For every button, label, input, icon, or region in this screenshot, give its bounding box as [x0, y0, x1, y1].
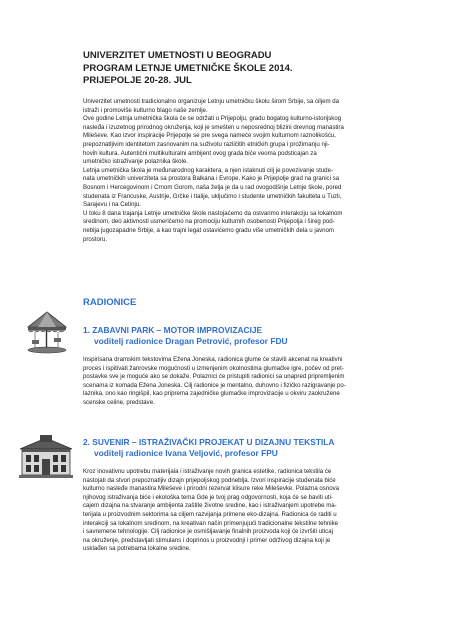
- intro-line: prostoru.: [83, 235, 108, 243]
- intro-line: Sarajevu i na Cetinju.: [83, 201, 141, 209]
- workshop-line: postavke sve je moguće ako se dokaže. Polaznici će pristupiti radionici sa unapred pripremljenim: [83, 373, 345, 381]
- workshop-description: [83, 468, 383, 554]
- intro-line: Ove godine Letnja umetnička škola će se održati u Prijepolju, gradu bogatog kulturno-istorijskog: [83, 115, 342, 123]
- intro-line: istraži i promoviše kulturno blago naše zemlje.: [83, 106, 208, 114]
- workshop-line: laznika, ono kao ringišpil, kao priprema zajedničke glumačke improvizacije u okviru zaokružene: [83, 390, 340, 398]
- building-icon: [18, 435, 74, 479]
- workshop-1: [83, 325, 383, 408]
- intro-text: [83, 98, 383, 244]
- intro-line: Letnja umetnička škola je međunarodnog karaktera, a njen istaknuti cilj je povezivanje stude-: [83, 166, 333, 174]
- intro-line: umetničko istraživanje polaznika škole.: [83, 158, 188, 166]
- intro-line: nata umetničkih univerziteta sa prostora Balkana i Evrope. Kako je Prijepolje grad na granici sa: [83, 175, 340, 183]
- intro-line: neblja jugozapadne Srbije, a kao trajni legat ostavićemo gradu više umetničkih dela u javnom: [83, 226, 335, 234]
- workshop-line: nastojati da stvori prepoznatljiv dizajn prijepoljskog podneblja. Izvori inspiracije studenata biće: [83, 476, 336, 484]
- intro-line: U toku 8 dana trajanja Letnje umetničke škole nastojaćemo da ostvarimo interakciju sa lokalnom: [83, 209, 343, 217]
- header-university: UNIVERZITET UMETNOSTI U BEOGRADU: [83, 50, 272, 61]
- workshop-line: Inspirisana dramskim tekstovima Ežena Joneska, radionica glume će staviti akcenat na kreativni: [83, 356, 343, 363]
- header-place-date: PRIJEPOLJE 20-28. JUL: [83, 75, 192, 86]
- intro-line: studenata iz Francuske, Austrije, Grčke i Italije, uključimo i studente umetničkih fakulteta u Tuzli,: [83, 192, 342, 200]
- workshop-line: usklađen sa potrebama lokalne sredine.: [83, 545, 191, 553]
- workshop-title: 2. SUVENIR – ISTRAŽIVAČKI PROJEKAT U DIZAJNU TEKSTILA: [83, 437, 335, 447]
- workshop-line: kulturno nasleđe manastira Mileševe i prirodni rezervat klisure reke Mileševke. Polazna osnova: [83, 485, 340, 493]
- intro-line: Bosnom i Hercegovinom i Crnom Gorom, naša želja je da u rad ovogodišnje Letnje škole, pored: [83, 183, 342, 191]
- workshop-line: scenske celine, predstave.: [83, 398, 155, 406]
- document-header: [83, 50, 403, 88]
- workshop-leader: voditelj radionice Ivana Veljović, profesor FPU: [94, 448, 278, 458]
- intro-line: hovih kultura. Autentični multikulturalni ambijent ovog grada biće veoma podsticajan za: [83, 149, 317, 157]
- workshop-line: njihovog istraživanja biće i ekološka tema Gde je tvoj prag odgovornosti, koja će se baviti uti-: [83, 493, 333, 501]
- section-title-workshops: RADIONICE: [83, 297, 137, 308]
- workshop-line: proces i ispitivati žanrovske mogućnosti u izmenjenim okolnostima glumačke igre, počev od pret-: [83, 364, 344, 372]
- intro-line: nasleđa i izuzetnog prirodnog okruženja, koji je smešten u neposrednoj blizini drevnog manastira: [83, 123, 344, 131]
- intro-line: sredinom, deo aktivnosti usmeričemo na promociju kulturnih osobenosti Prijepolja i šireg pod-: [83, 218, 335, 226]
- workshop-description: [83, 356, 383, 408]
- carousel-icon: [26, 310, 68, 354]
- workshop-line: na okruženje, predstavljati stimulans i doprinos u proizvodnji i primer održivog dizajna koji je: [83, 536, 331, 544]
- workshop-line: i savremene tehnologije. Cilj radionice je osmišljavanje finalnih proizvoda koji će izvršiti uticaj: [83, 528, 333, 536]
- workshop-line: scenama iz komada Ežena Joneska. Cilj radionice je mentalno, duhovno i fizičko razigravanje po-: [83, 381, 346, 389]
- workshop-2: [83, 437, 383, 554]
- intro-line: Univerzitet umetnosti tradicionalno organizuje Letnju umetničku školu širom Srbije, sa ciljem da: [83, 98, 340, 105]
- intro-line: prepoznatljivim identitetom zasnovanim na suživotu različitih etničkih grupa i prožimanju nji-: [83, 140, 330, 148]
- workshop-leader: voditelj radionice Dragan Petrović, profesor FDU: [94, 336, 288, 346]
- workshop-title: 1. ZABAVNI PARK – MOTOR IMPROVIZACIJE: [83, 325, 263, 335]
- workshop-line: interakciji sa lokalnom sredinom, na kreativan način primenjujući tradicionalne tekstilne tehnike: [83, 519, 339, 527]
- intro-line: Mileševe. Kao izvor inspiracije Prijepolje se pre svega nameće svojim kulturnom raznolikošću,: [83, 132, 336, 140]
- header-program: PROGRAM LETNJE UMETNIČKE ŠKOLE 2014.: [83, 62, 293, 74]
- workshop-line: cajem dizajna na stvaranje ambijenta zaštite životne sredine, kao i istraživanjem upotrebe ma-: [83, 502, 337, 510]
- workshop-line: Kroz inovativnu upotrebu materijala i istraživanje novih granica estetike, radionica tekstila će: [83, 468, 332, 475]
- workshop-line: terijala u proizvodnim sektorima sa ciljem razvijanja primene eko-dizajna. Radionica će raditi u: [83, 510, 337, 518]
